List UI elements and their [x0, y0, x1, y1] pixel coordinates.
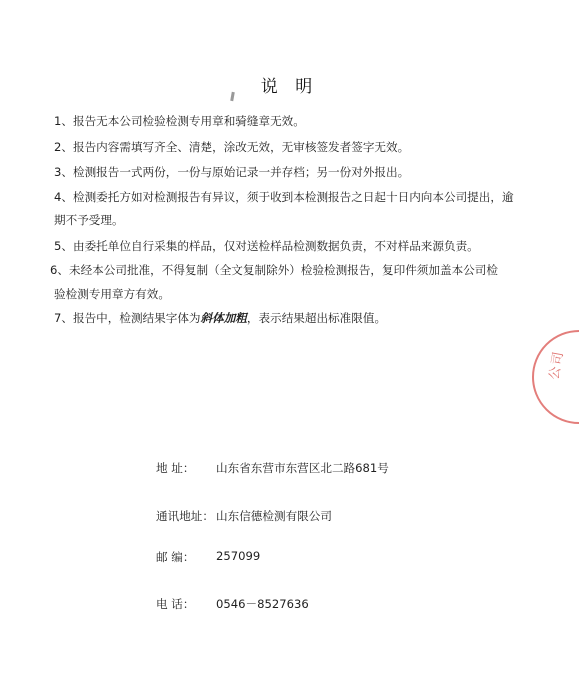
- notice-item-5: 5、由委托单位自行采集的样品，仅对送检样品检测数据负责，不对样品来源负责。: [54, 239, 479, 253]
- postcode-label: 邮 编：: [156, 550, 195, 564]
- notice-item-3: 3、检测报告一式两份，一份与原始记录一并存档；另一份对外报出。: [54, 165, 410, 179]
- notice-item-7: [54, 313, 386, 325]
- address-value: 山东省东营市东营区北二路681号: [216, 461, 389, 475]
- mailing-value: 山东信德检测有限公司: [216, 509, 332, 523]
- notice-item-7-emphasis: 斜体加粗: [200, 311, 247, 325]
- phone-value: 0546－8527636: [216, 597, 309, 611]
- notice-item-2: 2、报告内容需填写齐全、清楚，涂改无效，无审核签发者签字无效。: [54, 140, 410, 154]
- postcode-value: 257099: [216, 549, 261, 563]
- notice-item-4: 4、检测委托方如对检测报告有异议，须于收到本检测报告之日起十日内向本公司提出，逾: [54, 190, 514, 204]
- notice-item-7-prefix: 7、报告中，检测结果字体为: [54, 311, 201, 325]
- notice-item-7-suffix: ，表示结果超出标准限值。: [246, 311, 387, 325]
- address-label: 地 址：: [156, 461, 195, 475]
- notice-item-1: 1、报告无本公司检验检测专用章和骑缝章无效。: [54, 114, 305, 128]
- notice-item-6: 6、未经本公司批准，不得复制（全文复制除外）检验检测报告，复印件须加盖本公司检: [50, 263, 498, 277]
- notice-item-6-cont: 验检测专用章方有效。: [54, 287, 170, 301]
- notice-item-4-cont: 期不予受理。: [54, 213, 124, 227]
- phone-label: 电 话：: [156, 597, 195, 611]
- mailing-label: 通讯地址：: [156, 509, 214, 523]
- company-seal-text: 公司: [546, 348, 567, 381]
- page-title: 说 明: [260, 77, 319, 97]
